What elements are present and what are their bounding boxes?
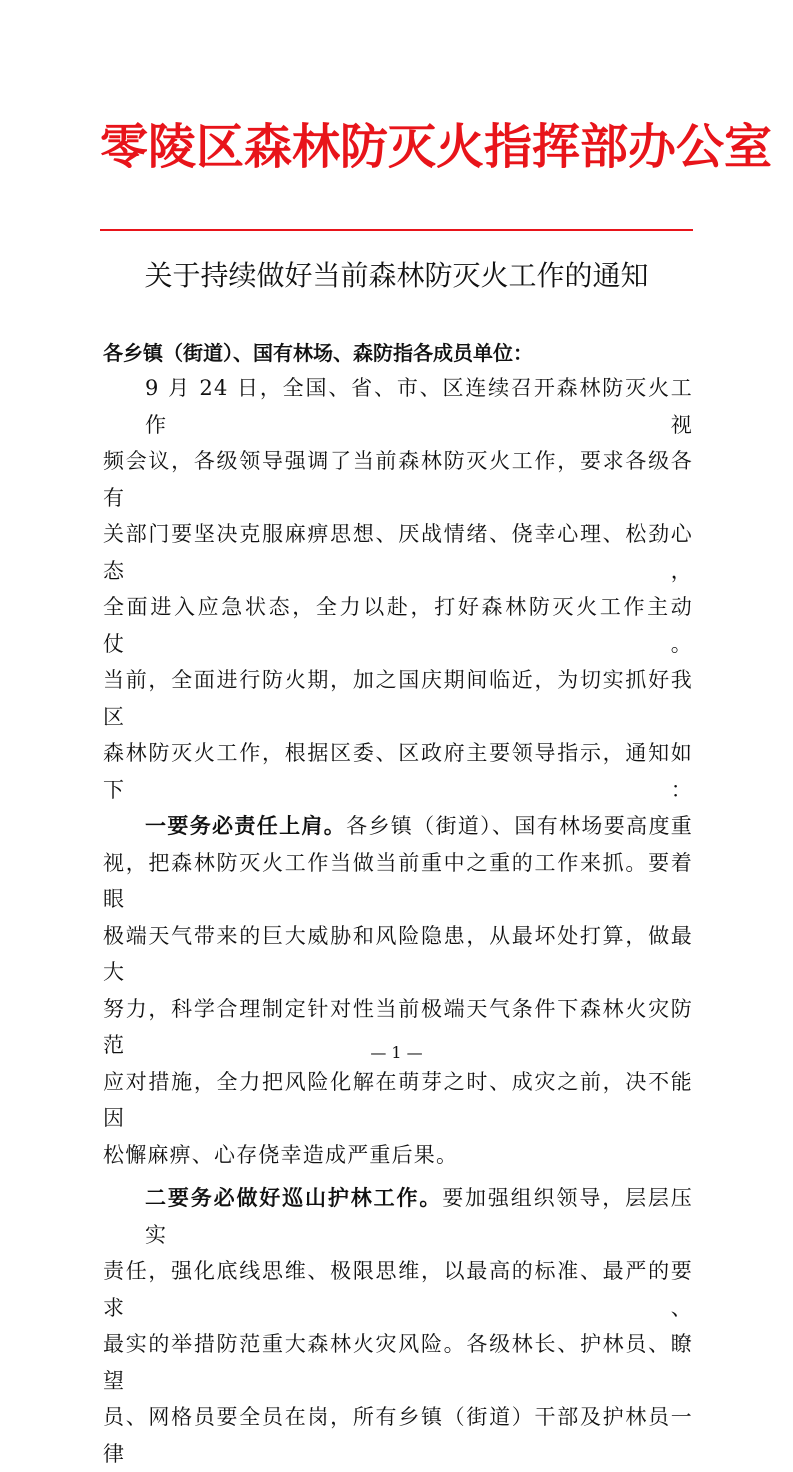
paragraph-line: 最实的举措防范重大森林火灾风险。各级林长、护林员、瞭望 bbox=[103, 1332, 693, 1393]
paragraph-line: 全面进入应急状态，全力以赴，打好森林防灭火工作主动仗。 bbox=[103, 595, 693, 656]
red-header-rule bbox=[100, 229, 693, 231]
paragraph-line: 当前，全面进行防火期，加之国庆期间临近，为切实抓好我区 bbox=[103, 668, 693, 729]
paragraph-line: 松懈麻痹、心存侥幸造成严重后果。 bbox=[103, 1142, 459, 1167]
item-heading: 二要务必做好巡山护林工作。 bbox=[145, 1186, 443, 1210]
issuing-office-header: 零陵区森林防灭火指挥部办公室 bbox=[100, 119, 773, 175]
paragraph-line: 9 月 24 日，全国、省、市、区连续召开森林防灭火工作视 bbox=[145, 376, 693, 437]
paragraph-line bbox=[103, 1180, 693, 1253]
paragraph-line bbox=[103, 808, 693, 845]
paragraph-item-one bbox=[103, 808, 693, 1173]
paragraph-line: 责任，强化底线思维、极限思维，以最高的标准、最严的要求、 bbox=[103, 1259, 693, 1320]
paragraph-line: 视，把森林防灭火工作当做当前重中之重的工作来抓。要着眼 bbox=[103, 850, 693, 911]
document-title: 关于持续做好当前森林防灭火工作的通知 bbox=[144, 259, 649, 292]
paragraph-line: 努力，科学合理制定针对性当前极端天气条件下森林火灾防范 bbox=[103, 996, 693, 1057]
paragraph-text: 要加强组织领导，层层压实 bbox=[145, 1186, 693, 1247]
paragraph-line: 极端天气带来的巨大威胁和风险隐患，从最坏处打算，做最大 bbox=[103, 923, 693, 984]
paragraph-line: 关部门要坚决克服麻痹思想、厌战情绪、侥幸心理、松劲心态， bbox=[103, 522, 693, 583]
paragraph-text: 各乡镇（街道）、国有林场要高度重 bbox=[346, 814, 693, 838]
salutation: 各乡镇（街道）、国有林场、森防指各成员单位： bbox=[103, 341, 533, 365]
document-body bbox=[103, 370, 693, 1472]
paragraph-line: 森林防灭火工作，根据区委、区政府主要领导指示，通知如下： bbox=[103, 741, 693, 802]
paragraph-line: 员、网格员要全员在岗，所有乡镇（街道）干部及护林员一律 bbox=[103, 1405, 693, 1466]
paragraph-intro bbox=[103, 370, 693, 808]
page-number: — 1 — bbox=[370, 1043, 423, 1062]
paragraph-line: 应对措施，全力把风险化解在萌芽之时、成灾之前，决不能因 bbox=[103, 1069, 693, 1130]
paragraph-item-two bbox=[103, 1180, 693, 1472]
paragraph-line: 频会议，各级领导强调了当前森林防灭火工作，要求各级各有 bbox=[103, 449, 693, 510]
item-heading: 一要务必责任上肩。 bbox=[145, 814, 347, 838]
